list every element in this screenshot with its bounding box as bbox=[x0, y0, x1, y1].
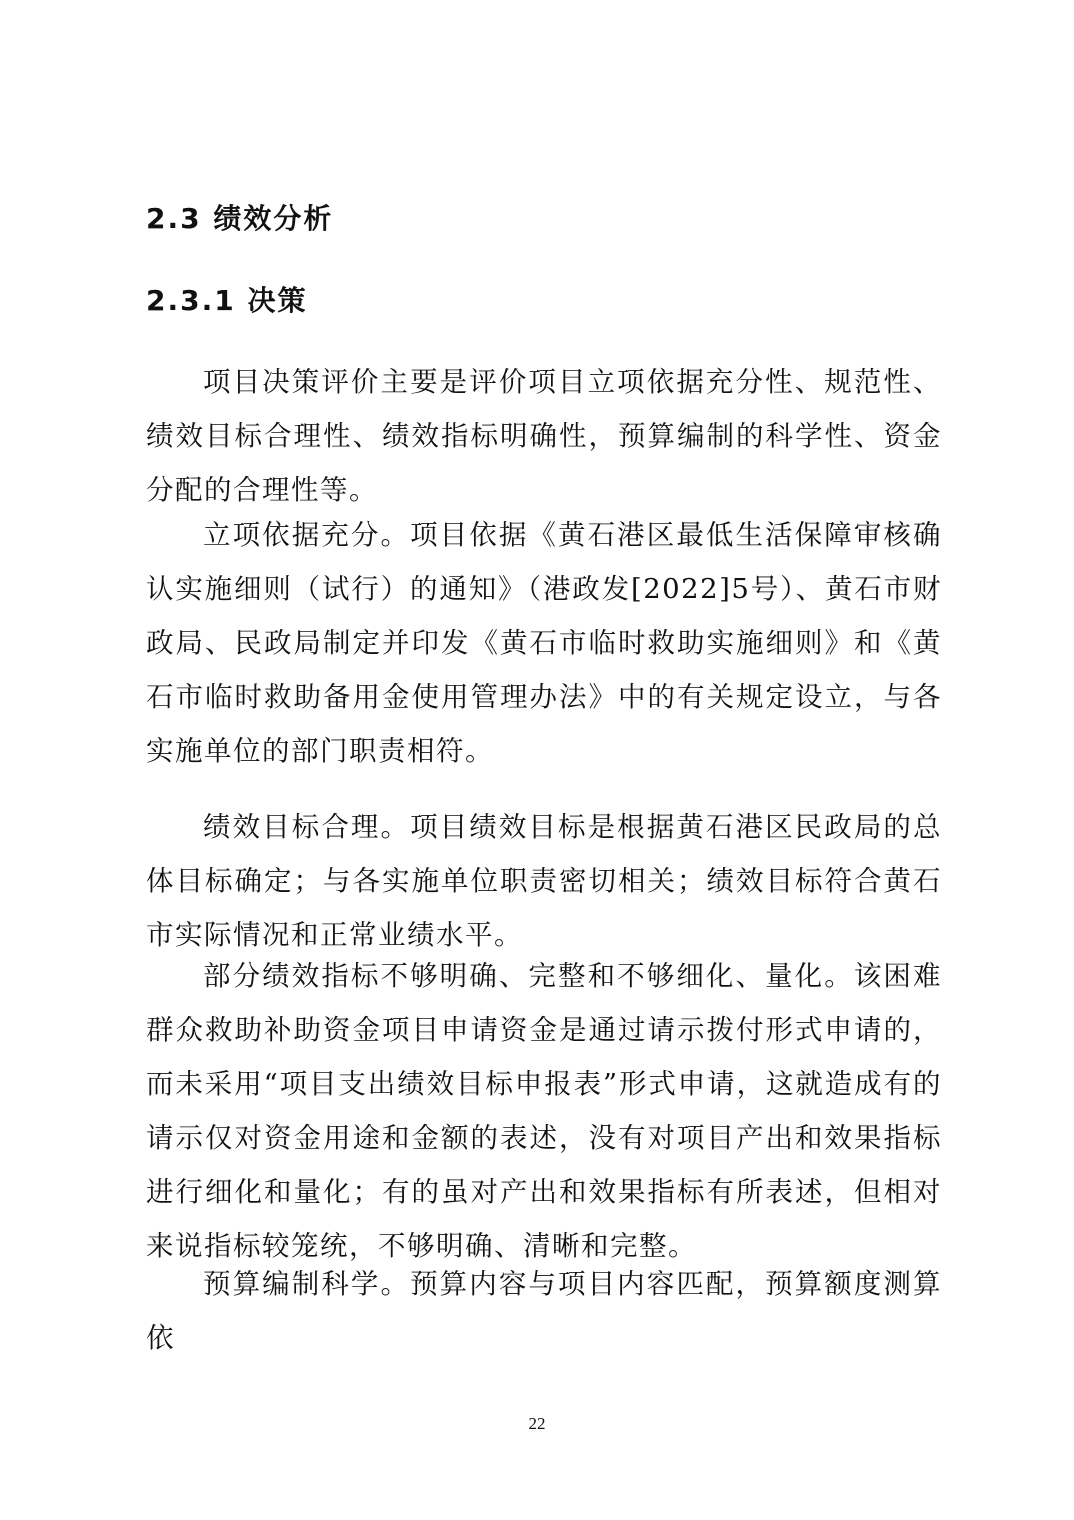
paragraph-budget-preparation: 预算编制科学。预算内容与项目内容匹配，预算额度测算依 bbox=[146, 1268, 942, 1354]
paragraph-performance-goals: 绩效目标合理。项目绩效目标是根据黄石港区民政局的总体目标确定；与各实施单位职责密切相关；绩效目标符合黄石市实际情况和正常业绩水平。 bbox=[146, 811, 942, 951]
paragraph-decision-overview: 项目决策评价主要是评价项目立项依据充分性、规范性、绩效目标合理性、绩效指标明确性，预算编制的科学性、资金分配的合理性等。 bbox=[146, 366, 942, 506]
paragraph-project-basis: 立项依据充分。项目依据《黄石港区最低生活保障审核确认实施细则（试行）的通知》（港政发[2022]5号）、黄石市财政局、民政局制定并印发《黄石市临时救助实施细则》和《黄石市临时救助备用金使用管理办法》中的有关规定设立，与各实施单位的部门职责相符。 bbox=[146, 519, 942, 767]
paragraph-performance-indicators: 部分绩效指标不够明确、完整和不够细化、量化。该困难群众救助补助资金项目申请资金是通过请示拨付形式申请的，而未采用“项目支出绩效目标申报表”形式申请，这就造成有的请示仅对资金用途和金额的表述，没有对项目产出和效果指标进行细化和量化；有的虽对产出和效果指标有所表述，但相对来说指标较笼统，不够明确、清晰和完整。 bbox=[146, 960, 942, 1262]
subsection-heading: 2.3.1 决策 bbox=[146, 284, 308, 317]
section-heading: 2.3 绩效分析 bbox=[146, 202, 334, 235]
page-number: 22 bbox=[528, 1414, 546, 1433]
